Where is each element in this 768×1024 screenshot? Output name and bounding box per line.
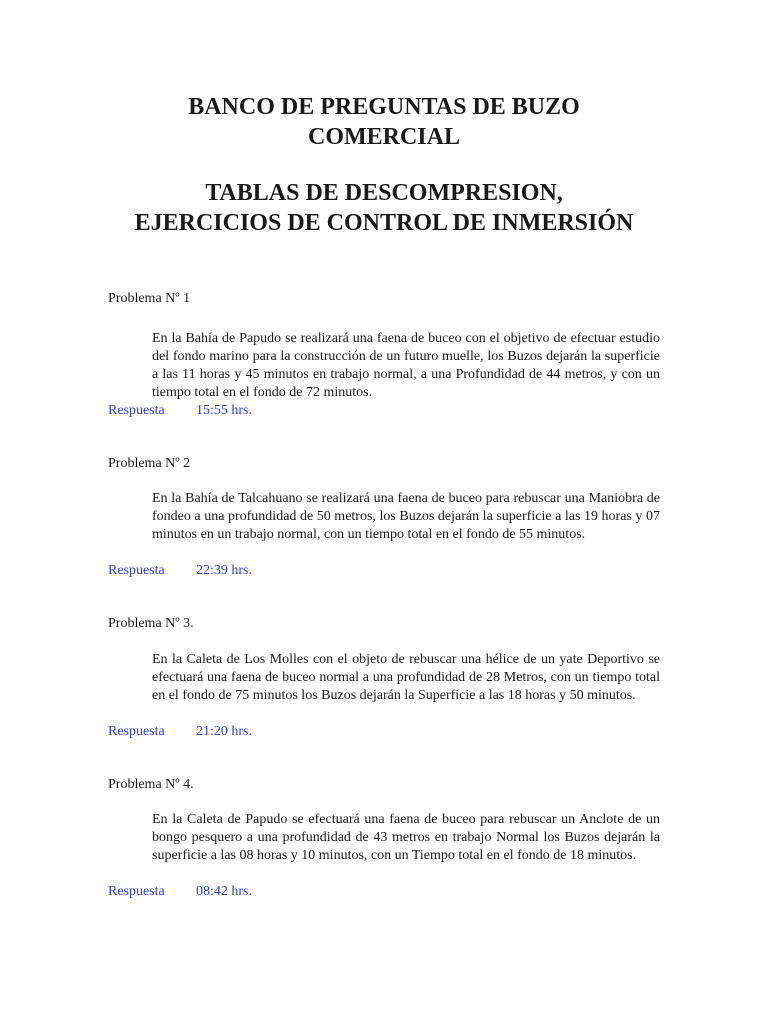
problem-4-answer-value: 08:42 hrs. [196, 884, 252, 899]
problem-3-text: En la Caleta de Los Molles con el objeto de rebuscar una hélice de un yate Deportivo se efectuará una faena de buceo normal a una profundidad de 28 Metros, con un tiempo total en el fondo de 75 minutos los Buzos dejarán la Superficie a las 18 horas y 50 minutos. [152, 652, 660, 703]
problem-4-answer [108, 883, 252, 901]
problem-4-answer-label: Respuesta [108, 884, 165, 899]
problem-3-answer-label: Respuesta [108, 724, 165, 739]
document-subtitle-line-1: TABLAS DE DESCOMPRESION, [205, 180, 563, 206]
problem-2-heading: Problema Nº 2 [108, 456, 191, 471]
document-title-line-2: COMERCIAL [307, 124, 460, 150]
problem-3-heading: Problema Nº 3. [108, 616, 194, 631]
problem-4-heading: Problema Nº 4. [108, 777, 194, 792]
problem-4-text: En la Caleta de Papudo se efectuará una faena de buceo para rebuscar un Anclote de un bongo pesquero a una profundidad de 43 metros en trabajo Normal los Buzos dejarán la superficie a las 08 horas y 10 minutos, con un Tiempo total en el fondo de 18 minutos. [152, 812, 660, 863]
problem-2-answer [108, 562, 252, 580]
problem-2-answer-value: 22:39 hrs. [196, 563, 252, 578]
document-title [0, 92, 768, 152]
document-title-line-1: BANCO DE PREGUNTAS DE BUZO [188, 94, 580, 120]
problem-2-answer-label: Respuesta [108, 563, 165, 578]
problem-1-answer-value: 15:55 hrs. [196, 403, 252, 418]
problem-3-answer-value: 21:20 hrs. [196, 724, 252, 739]
problem-1-text: En la Bahía de Papudo se realizará una faena de buceo con el objetivo de efectuar estudio del fondo marino para la construcción de un futuro muelle, los Buzos dejarán la superficie a las 11 horas y 45 minutos en trabajo normal, a una Profundidad de 44 metros, y con un tiempo total en el fondo de 72 minutos. [152, 331, 660, 400]
document-subtitle [0, 178, 768, 238]
problem-2-text: En la Bahía de Talcahuano se realizará una faena de buceo para rebuscar una Maniobra de fondeo a una profundidad de 50 metros, los Buzos dejarán la superficie a las 19 horas y 07 minutos en un trabajo normal, con un tiempo total en el fondo de 55 minutos. [152, 491, 660, 542]
document-subtitle-line-2: EJERCICIOS DE CONTROL DE INMERSIÓN [134, 210, 634, 236]
problem-3-answer [108, 723, 252, 741]
problem-1-heading: Problema Nº 1 [108, 291, 191, 306]
problem-1-answer [108, 402, 252, 420]
problem-1-answer-label: Respuesta [108, 403, 165, 418]
